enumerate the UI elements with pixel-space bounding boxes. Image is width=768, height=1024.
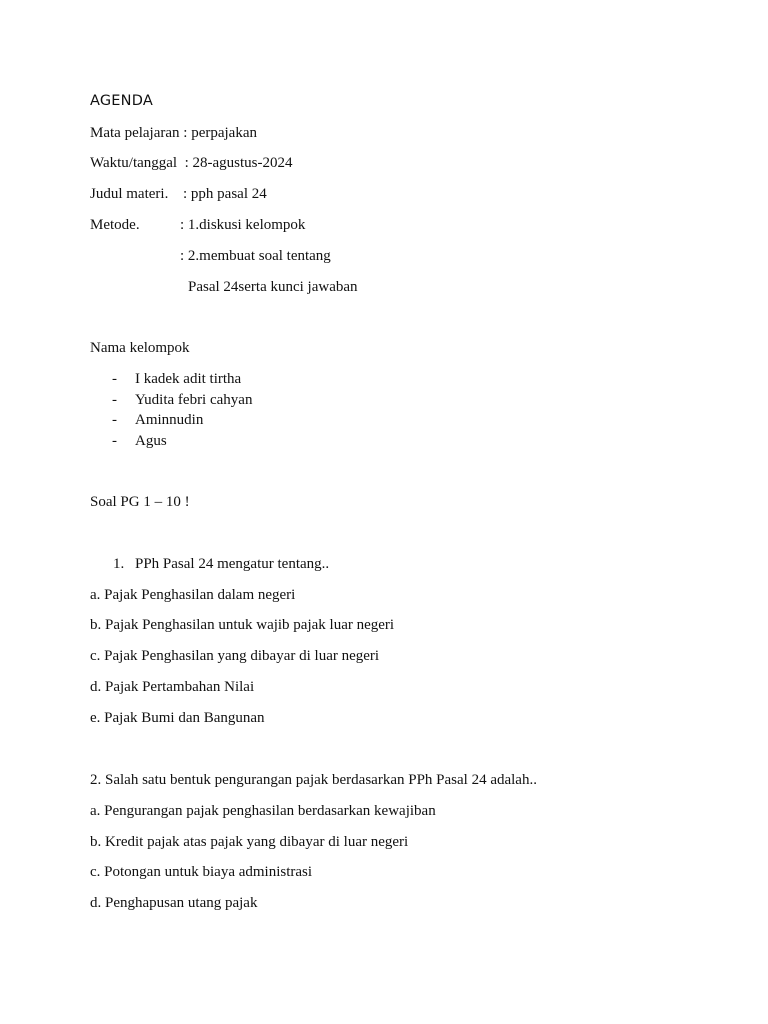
list-bullet: -: [112, 392, 117, 408]
metode-item-1: : 1.diskusi kelompok: [180, 217, 306, 233]
question-1-option-d: d. Pajak Pertambahan Nilai: [90, 679, 255, 695]
metode-item-2-continuation: Pasal 24serta kunci jawaban: [188, 279, 358, 295]
question-1-text: PPh Pasal 24 mengatur tentang..: [135, 556, 330, 572]
list-item: Aminnudin: [135, 412, 204, 428]
list-item: I kadek adit tirtha: [135, 371, 242, 387]
question-1-option-e: e. Pajak Bumi dan Bangunan: [90, 710, 265, 726]
question-2-option-d: d. Penghapusan utang pajak: [90, 895, 258, 911]
soal-heading: Soal PG 1 – 10 !: [90, 494, 190, 510]
list-bullet: -: [112, 433, 117, 449]
question-1-option-a: a. Pajak Penghasilan dalam negeri: [90, 587, 296, 603]
question-1-option-b: b. Pajak Penghasilan untuk wajib pajak luar negeri: [90, 617, 395, 633]
list-bullet: -: [112, 371, 117, 387]
question-2-option-c: c. Potongan untuk biaya administrasi: [90, 864, 313, 880]
question-1-number: 1.: [113, 556, 125, 572]
judul-materi-label: Judul materi.: [90, 186, 169, 202]
judul-materi-value: : pph pasal 24: [183, 186, 267, 202]
metode-item-2: : 2.membuat soal tentang: [180, 248, 331, 264]
mata-pelajaran-line: Mata pelajaran : perpajakan: [90, 125, 257, 141]
question-2-option-b: b. Kredit pajak atas pajak yang dibayar di luar negeri: [90, 834, 409, 850]
list-item: Agus: [135, 433, 167, 449]
kelompok-heading: Nama kelompok: [90, 340, 190, 356]
question-1-option-c: c. Pajak Penghasilan yang dibayar di luar negeri: [90, 648, 380, 664]
metode-label: Metode.: [90, 217, 140, 233]
waktu-tanggal-line: Waktu/tanggal : 28-agustus-2024: [90, 155, 293, 171]
agenda-title: AGENDA: [90, 93, 153, 109]
question-2-text: 2. Salah satu bentuk pengurangan pajak berdasarkan PPh Pasal 24 adalah..: [90, 772, 537, 788]
question-2-option-a: a. Pengurangan pajak penghasilan berdasarkan kewajiban: [90, 803, 436, 819]
list-bullet: -: [112, 412, 117, 428]
list-item: Yudita febri cahyan: [135, 392, 253, 408]
